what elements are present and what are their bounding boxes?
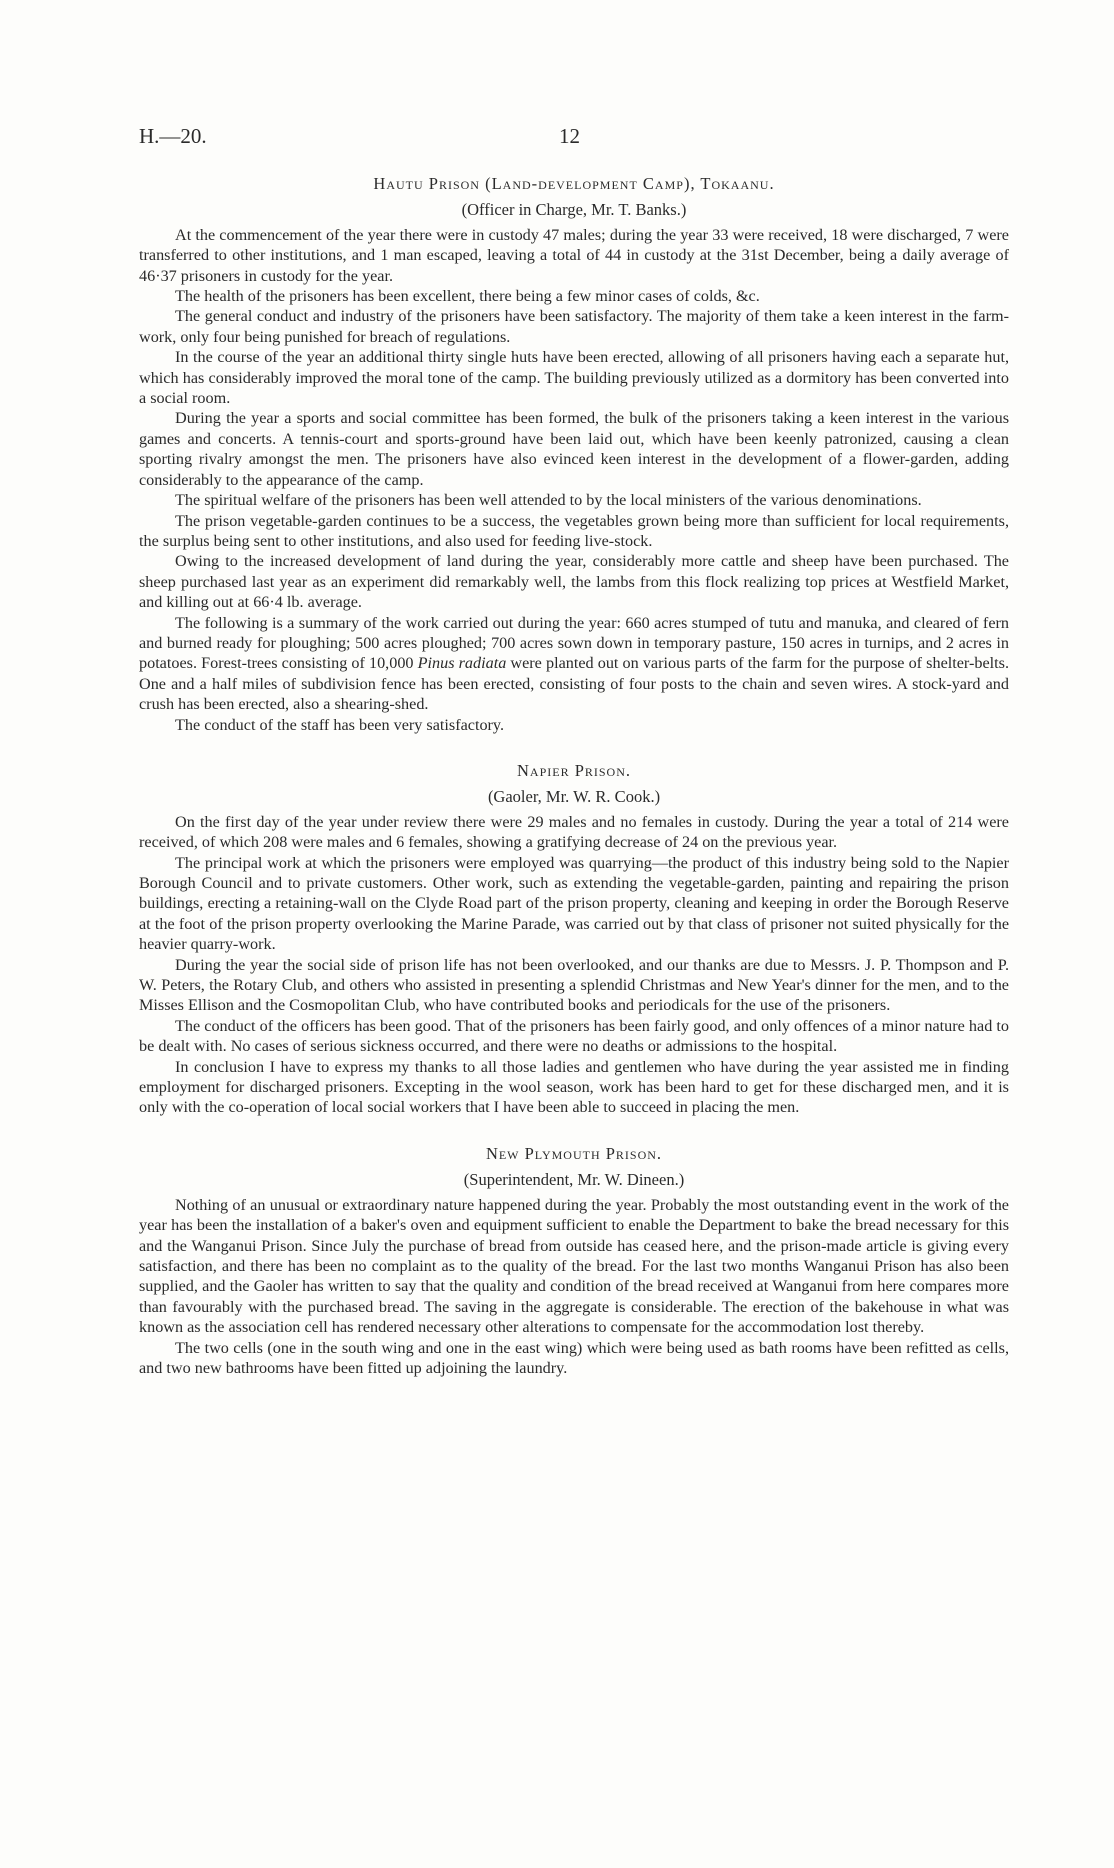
page-header (139, 124, 1009, 154)
paragraph: At the commencement of the year there were in custody 47 males; during the year 33 were received, 18 were discharged, 7 were transferred to other institutions, and 1 man escaped, leaving a total of 44 in custody at the 31st December, being a daily average of 46·37 prisoners in custody for the year. (139, 225, 1009, 285)
paragraph: On the first day of the year under review there were 29 males and no females in custody. During the year a total of 214 were received, of which 208 were males and 6 females, showing a gratifying decrease of 24 on the previous year. (139, 812, 1009, 852)
section-officer: (Superintendent, Mr. W. Dineen.) (463, 1170, 685, 1190)
paragraph: During the year the social side of prison life has not been overlooked, and our thanks are due to Messrs. J. P. Thompson and P. W. Peters, the Rotary Club, and others who assisted in presenting a splendid Christmas and New Year's dinner for the men, and to the Misses Ellison and the Cosmopolitan Club, who have contributed books and periodicals for the use of the prisoners. (139, 955, 1009, 1015)
paragraph-work-summary (139, 613, 1009, 715)
paragraph: Owing to the increased development of land during the year, considerably more cattle and sheep have been purchased. The sheep purchased last year as an experiment did remarkably well, the lambs from this flock realizing top prices at Westfield Market, and killing out at 66·4 lb. average. (139, 552, 1009, 612)
species-name: Pinus radiata (417, 654, 507, 673)
page-number: 12 (559, 124, 580, 148)
text-run: were planted out on various parts of the farm for the purpose of shelter-belts. One and a half miles of subdivision fence has been erected, consisting of four posts to the chain and seven wires. A stock-yard and crush has been erected, also a shearing-shed. (139, 654, 1010, 714)
section-officer: (Gaoler, Mr. W. R. Cook.) (487, 787, 661, 807)
report-code: H.—20. (139, 124, 207, 148)
section-title: Napier Prison. (516, 760, 632, 780)
section-title: Hautu Prison (Land-development Camp), Tokaanu. (373, 174, 775, 193)
paragraph: The general conduct and industry of the prisoners have been satisfactory. The majority of them take a keen interest in the farm-work, only four being punished for breach of regulations. (139, 307, 1009, 346)
paragraph: The prison vegetable-garden continues to be a success, the vegetables grown being more than sufficient for local requirements, the surplus being sent to other institutions, and also used for feeding live-stock. (139, 511, 1009, 550)
section-new-plymouth-prison (139, 1144, 1009, 1378)
paragraph: In conclusion I have to express my thanks to all those ladies and gentlemen who have during the year assisted me in finding employment for discharged prisoners. Excepting in the wool season, work has been hard to get for these discharged men, and it is only with the co-operation of local social workers that I have been able to succeed in placing the men. (139, 1057, 1009, 1117)
paragraph: The health of the prisoners has been excellent, there being a few minor cases of colds, &c. (175, 287, 760, 306)
section-title: New Plymouth Prison. (485, 1143, 663, 1163)
document-body (139, 174, 1009, 1404)
paragraph: The two cells (one in the south wing and one in the east wing) which were being used as bath rooms have been refitted as cells, and two new bathrooms have been fitted up adjoining the laundry. (139, 1338, 1009, 1377)
paragraph: During the year a sports and social committee has been formed, the bulk of the prisoners taking a keen interest in the various games and concerts. A tennis-court and sports-ground have been laid out, which have been keenly patronized, causing a clean sporting rivalry amongst the men. The prisoners have also evinced keen interest in the development of a flower-garden, adding considerably to the appearance of the camp. (139, 409, 1009, 489)
section-napier-prison (139, 761, 1009, 1118)
paragraph: The conduct of the officers has been good. That of the prisoners has been fairly good, and only offences of a minor nature had to be dealt with. No cases of serious sickness occurred, and there were no deaths or admissions to the hospital. (139, 1016, 1009, 1056)
paragraph: The principal work at which the prisoners were employed was quarrying—the product of this industry being sold to the Napier Borough Council and to private customers. Other work, such as extending the vegetable-garden, painting and repairing the prison buildings, erecting a retaining-wall on the Clyde Road part of the prison property, cleaning and keeping in order the Borough Reserve at the foot of the prison property overlooking the Marine Parade, was carried out by that class of prisoner not suited physically for the heavier quarry-work. (139, 853, 1009, 954)
paragraph: The conduct of the staff has been very satisfactory. (175, 715, 505, 734)
paragraph: Nothing of an unusual or extraordinary nature happened during the year. Probably the most outstanding event in the work of the year has been the installation of a baker's oven and equipment sufficient to enable the Department to bake the bread necessary for this and the Wanganui Prison. Since July the purchase of bread from outside has ceased here, and the prison-made article is giving every satisfaction, and there has been no complaint as to the quality of the bread. For the last two months Wanganui Prison has also been supplied, and the Gaoler has written to say that the quality and condition of the bread received at Wanganui from here compares more than favourably with the purchased bread. The saving in the aggregate is considerable. The erection of the bakehouse in what was known as the association cell has rendered necessary other alterations to compensate for the accommodation lost thereby. (139, 1195, 1009, 1337)
paragraph: The spiritual welfare of the prisoners has been well attended to by the local ministers of the various denominations. (175, 491, 922, 510)
text-run: The following is a summary of the work carried out during the year: 660 acres stumped of tutu and manuka, and cleared of fern and burned ready for ploughing; 500 acres ploughed; 700 acres sown down in temporary pasture, 150 acres in turnips, and 2 acres in potatoes. Forest-trees consisting of 10,000 (139, 613, 1009, 673)
section-officer: (Officer in Charge, Mr. T. Banks.) (461, 200, 687, 220)
section-hautu-prison (139, 174, 1009, 735)
paragraph: In the course of the year an additional thirty single huts have been erected, allowing of all prisoners having each a separate hut, which has considerably improved the moral tone of the camp. The building previously utilized as a dormitory has been converted into a social room. (139, 348, 1009, 408)
